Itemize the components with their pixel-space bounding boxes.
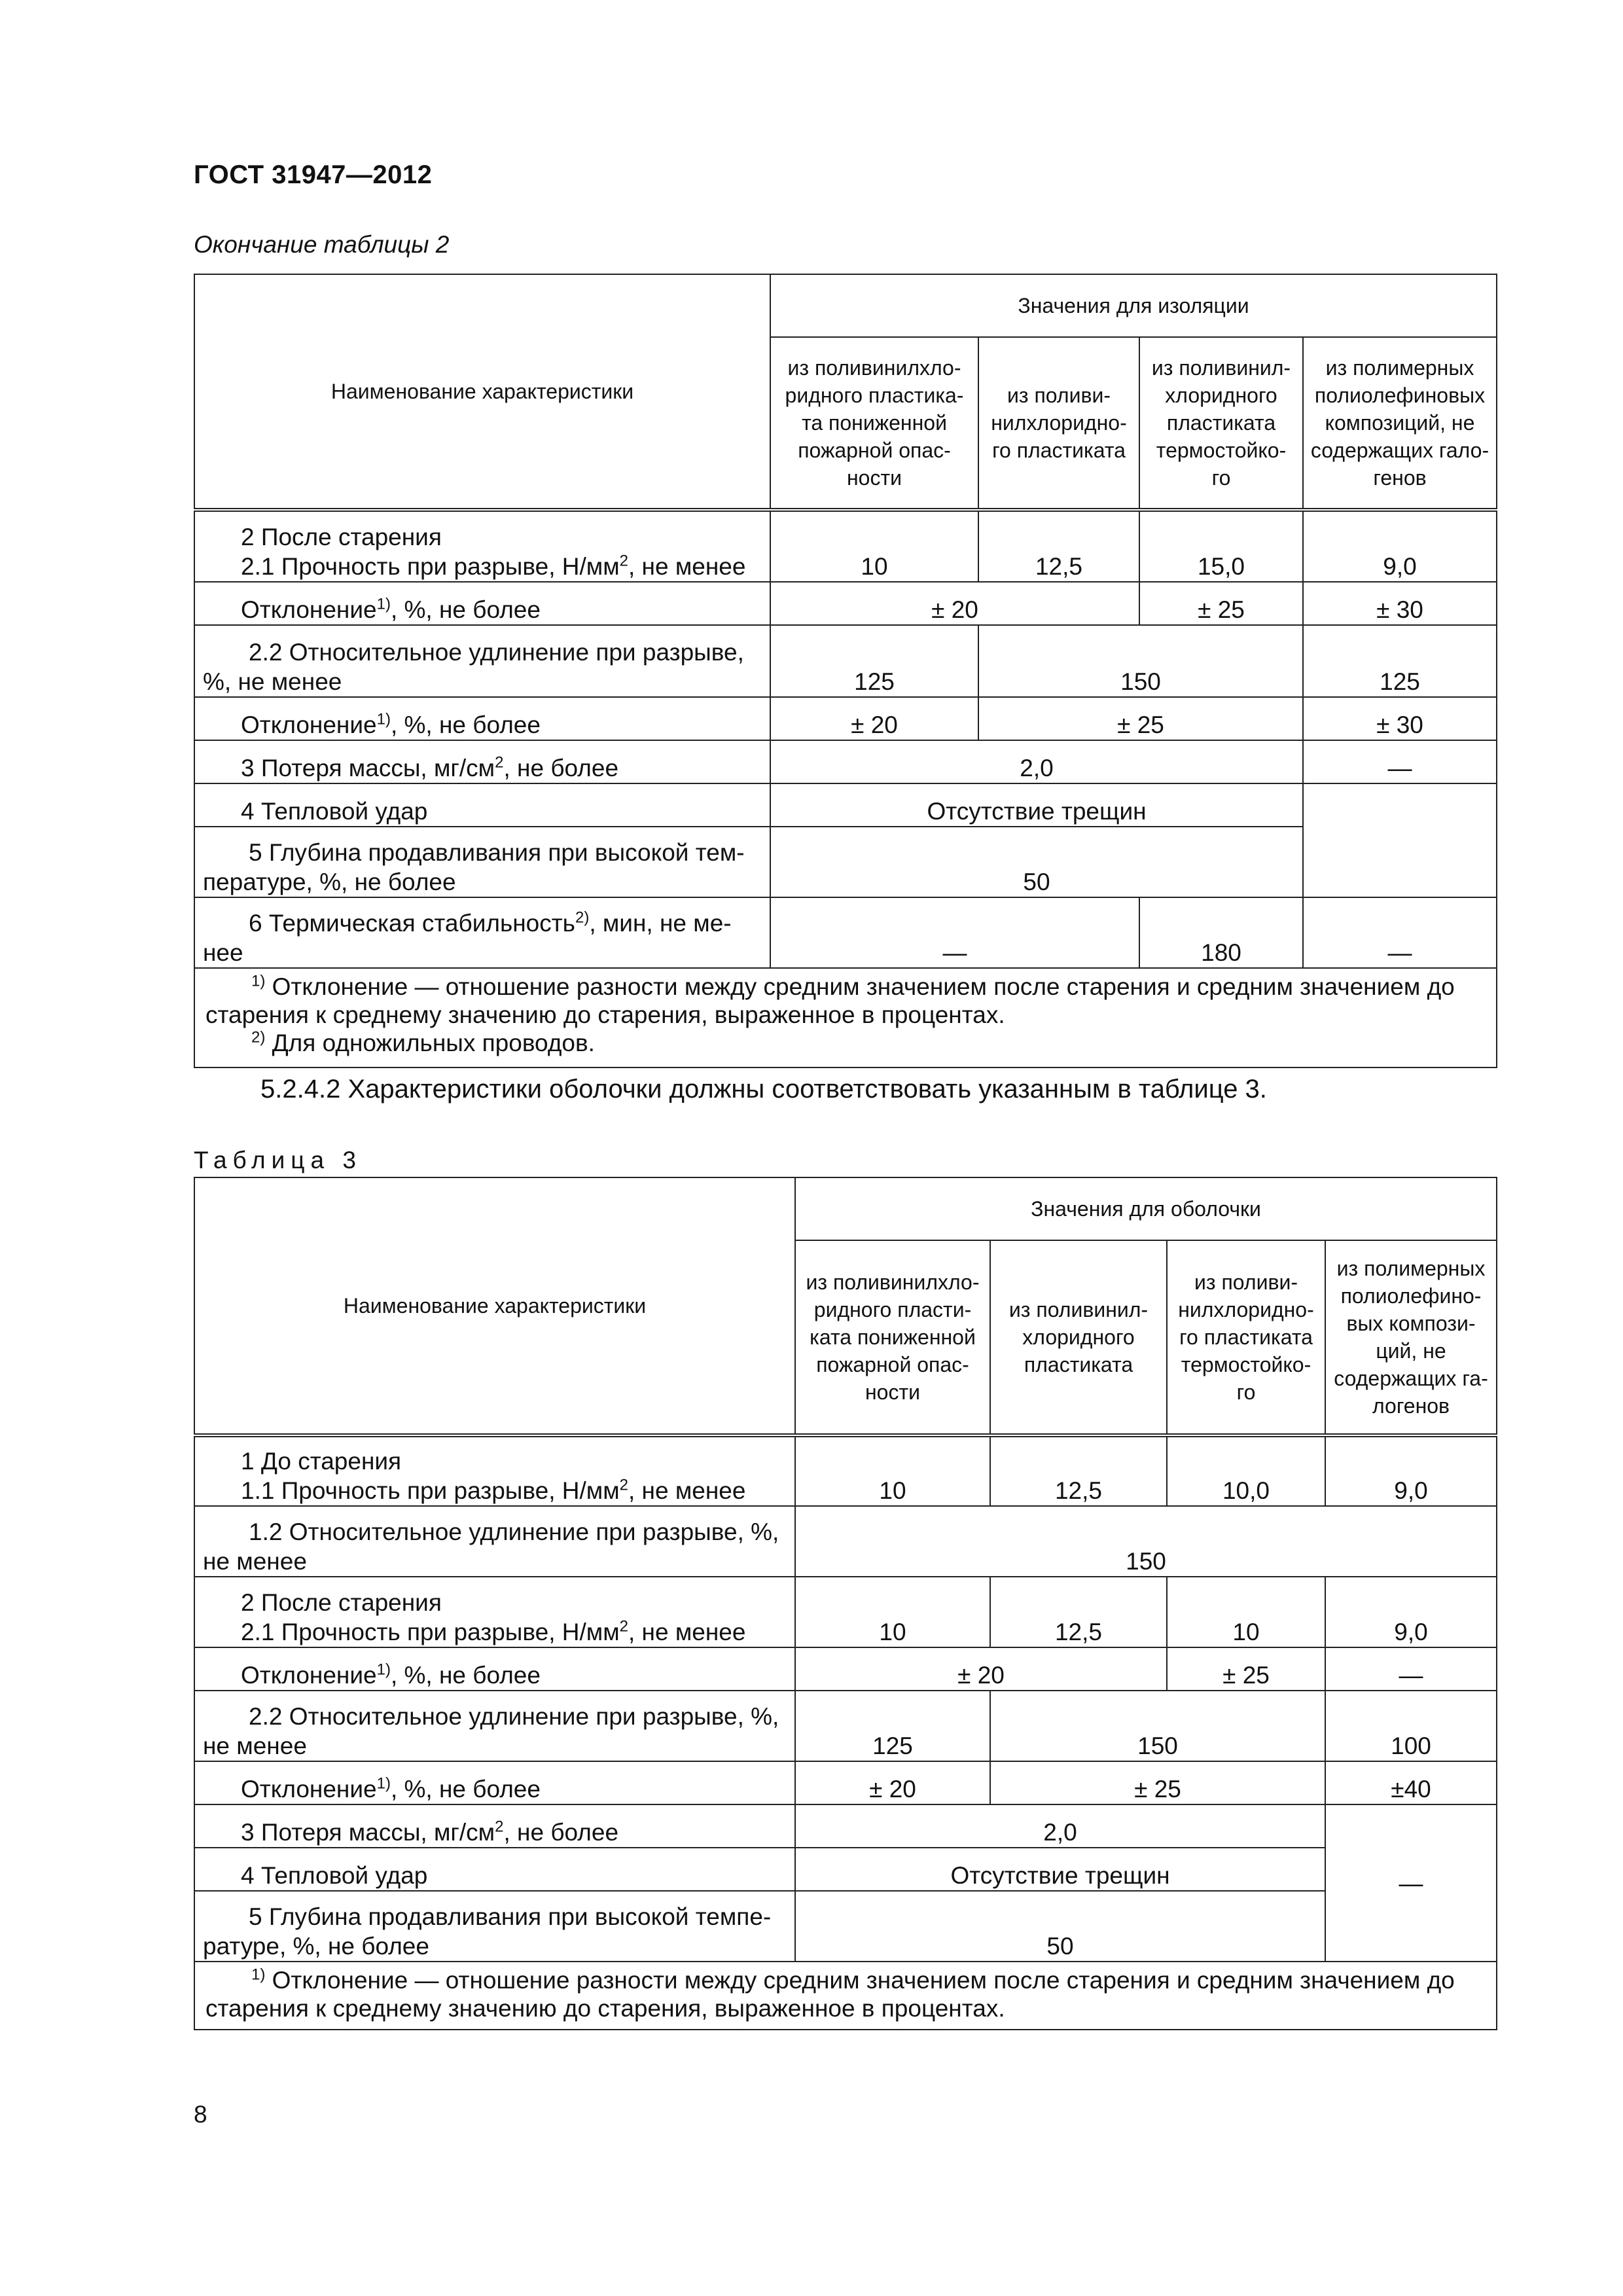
cell-value: 2,0	[795, 1804, 1325, 1848]
row-indentation-depth: 5 Глубина продавливания при высокой темпе- ратуре, %, не более	[194, 1891, 795, 1962]
cell-value: 10	[795, 1435, 990, 1506]
cell-value: ± 25	[990, 1761, 1325, 1804]
table2-footnotes: $^{1)}$ Отклонение — отношение разности между средним значением после старения и средним значением до старения к среднему значению до старения, выраженное в процентах. $^{2)}$ Для одножильных проводов.	[194, 968, 1497, 1067]
cell-value: —	[1303, 740, 1497, 783]
row-elongation-before: 1.2 Относительное удлинение при разрыве, %, не менее	[194, 1506, 795, 1577]
row-after-aging-tensile: 2 После старения 2.1 Прочность при разрыве, $Н/мм^2$, не менее	[194, 510, 770, 582]
row-after-aging-tensile: 2 После старения 2.1 Прочность при разрыве, $Н/мм^2$, не менее	[194, 1577, 795, 1647]
cell-value: 9,0	[1325, 1577, 1497, 1647]
cell-value: ± 25	[978, 697, 1303, 740]
cell-value: —	[1325, 1647, 1497, 1691]
cell-value: 50	[770, 827, 1303, 897]
sheath-values-header: Значения для оболочки	[795, 1177, 1497, 1240]
col-header-low-fire-pvc: из поливинилхло- ридного пластика- та пониженной пожарной опас- ности	[770, 337, 978, 510]
cell-value: 180	[1139, 897, 1303, 968]
cell-value: ± 20	[770, 582, 1139, 625]
cell-value: 12,5	[990, 1435, 1167, 1506]
cell-value: 125	[795, 1691, 990, 1761]
cell-empty	[1303, 783, 1497, 897]
cell-value: 10,0	[1167, 1435, 1325, 1506]
row-indentation-depth: 5 Глубина продавливания при высокой тем- пературе, %, не более	[194, 827, 770, 897]
cell-value: ± 25	[1139, 582, 1303, 625]
row-elongation-after: 2.2 Относительное удлинение при разрыве, %, не менее	[194, 1691, 795, 1761]
row-thermal-stability: 6 Термическая стабильность$^{2)}$, мин, не ме- нее	[194, 897, 770, 968]
cell-value: 125	[1303, 625, 1497, 697]
page-number: 8	[194, 2101, 207, 2128]
name-column-header: Наименование характеристики	[194, 274, 770, 510]
col-header-halogen-free-polyolefin: из полимерных полиолефино- вых компози- ций, не содержащих га- логенов	[1325, 1240, 1497, 1435]
row-deviation: Отклонение$^{1)}$, %, не более	[194, 1647, 795, 1691]
cell-value: 12,5	[978, 510, 1139, 582]
cell-value: ±40	[1325, 1761, 1497, 1804]
standard-designation: ГОСТ 31947—2012	[194, 160, 433, 189]
row-before-aging-tensile: 1 До старения 1.1 Прочность при разрыве, $Н/мм^2$, не менее	[194, 1435, 795, 1506]
name-column-header: Наименование характеристики	[194, 1177, 795, 1435]
cell-value: 15,0	[1139, 510, 1303, 582]
cell-value: Отсутствие трещин	[770, 783, 1303, 827]
cell-value: ± 30	[1303, 582, 1497, 625]
col-header-pvc: из поливи- нилхлоридно- го пластиката	[978, 337, 1139, 510]
row-thermal-shock: 4 Тепловой удар	[194, 783, 770, 827]
cell-value: 150	[795, 1506, 1497, 1577]
cell-value: ± 25	[1167, 1647, 1325, 1691]
row-deviation: Отклонение$^{1)}$, %, не более	[194, 1761, 795, 1804]
cell-value: ± 20	[795, 1647, 1167, 1691]
row-thermal-shock: 4 Тепловой удар	[194, 1848, 795, 1891]
row-deviation: Отклонение$^{1)}$, %, не более	[194, 582, 770, 625]
insulation-values-header: Значения для изоляции	[770, 274, 1497, 337]
cell-value: 2,0	[770, 740, 1303, 783]
cell-value: 12,5	[990, 1577, 1167, 1647]
table-2	[194, 274, 1497, 1068]
row-mass-loss: 3 Потеря массы, $мг/см^2$, не более	[194, 740, 770, 783]
table3-caption: Таблица 3	[194, 1147, 362, 1174]
cell-value: 50	[795, 1891, 1325, 1962]
table3-footnotes: $^{1)}$ Отклонение — отношение разности между средним значением после старения и средним значением до старения к среднему значению до старения, выраженное в процентах.	[194, 1962, 1497, 2030]
cell-value: ± 20	[770, 697, 978, 740]
cell-value: 10	[1167, 1577, 1325, 1647]
cell-value: 150	[978, 625, 1303, 697]
table2-continuation-caption: Окончание таблицы 2	[194, 231, 450, 258]
col-header-low-fire-pvc: из поливинилхло- ридного пласти- ката пониженной пожарной опас- ности	[795, 1240, 990, 1435]
col-header-heat-resistant-pvc: из поливи- нилхлоридно- го пластиката термостойко- го	[1167, 1240, 1325, 1435]
cell-value: 10	[795, 1577, 990, 1647]
cell-value: 125	[770, 625, 978, 697]
row-mass-loss: 3 Потеря массы, $мг/см^2$, не более	[194, 1804, 795, 1848]
cell-value: 10	[770, 510, 978, 582]
cell-value: 9,0	[1325, 1435, 1497, 1506]
row-deviation: Отклонение$^{1)}$, %, не более	[194, 697, 770, 740]
table-3	[194, 1177, 1497, 2030]
row-elongation: 2.2 Относительное удлинение при разрыве, %, не менее	[194, 625, 770, 697]
cell-value: 100	[1325, 1691, 1497, 1761]
cell-value: Отсутствие трещин	[795, 1848, 1325, 1891]
col-header-heat-resistant-pvc: из поливинил- хлоридного пластиката термостойко- го	[1139, 337, 1303, 510]
col-header-pvc: из поливинил- хлоридного пластиката	[990, 1240, 1167, 1435]
cell-value: —	[1303, 897, 1497, 968]
cell-value: 9,0	[1303, 510, 1497, 582]
clause-5-2-4-2: 5.2.4.2 Характеристики оболочки должны соответствовать указанным в таблице 3.	[260, 1075, 1267, 1103]
cell-value: ± 30	[1303, 697, 1497, 740]
cell-value: 150	[990, 1691, 1325, 1761]
cell-value: —	[770, 897, 1139, 968]
cell-value: —	[1325, 1804, 1497, 1962]
cell-value: ± 20	[795, 1761, 990, 1804]
col-header-halogen-free-polyolefin: из полимерных полиолефиновых композиций, не содержащих гало- генов	[1303, 337, 1497, 510]
